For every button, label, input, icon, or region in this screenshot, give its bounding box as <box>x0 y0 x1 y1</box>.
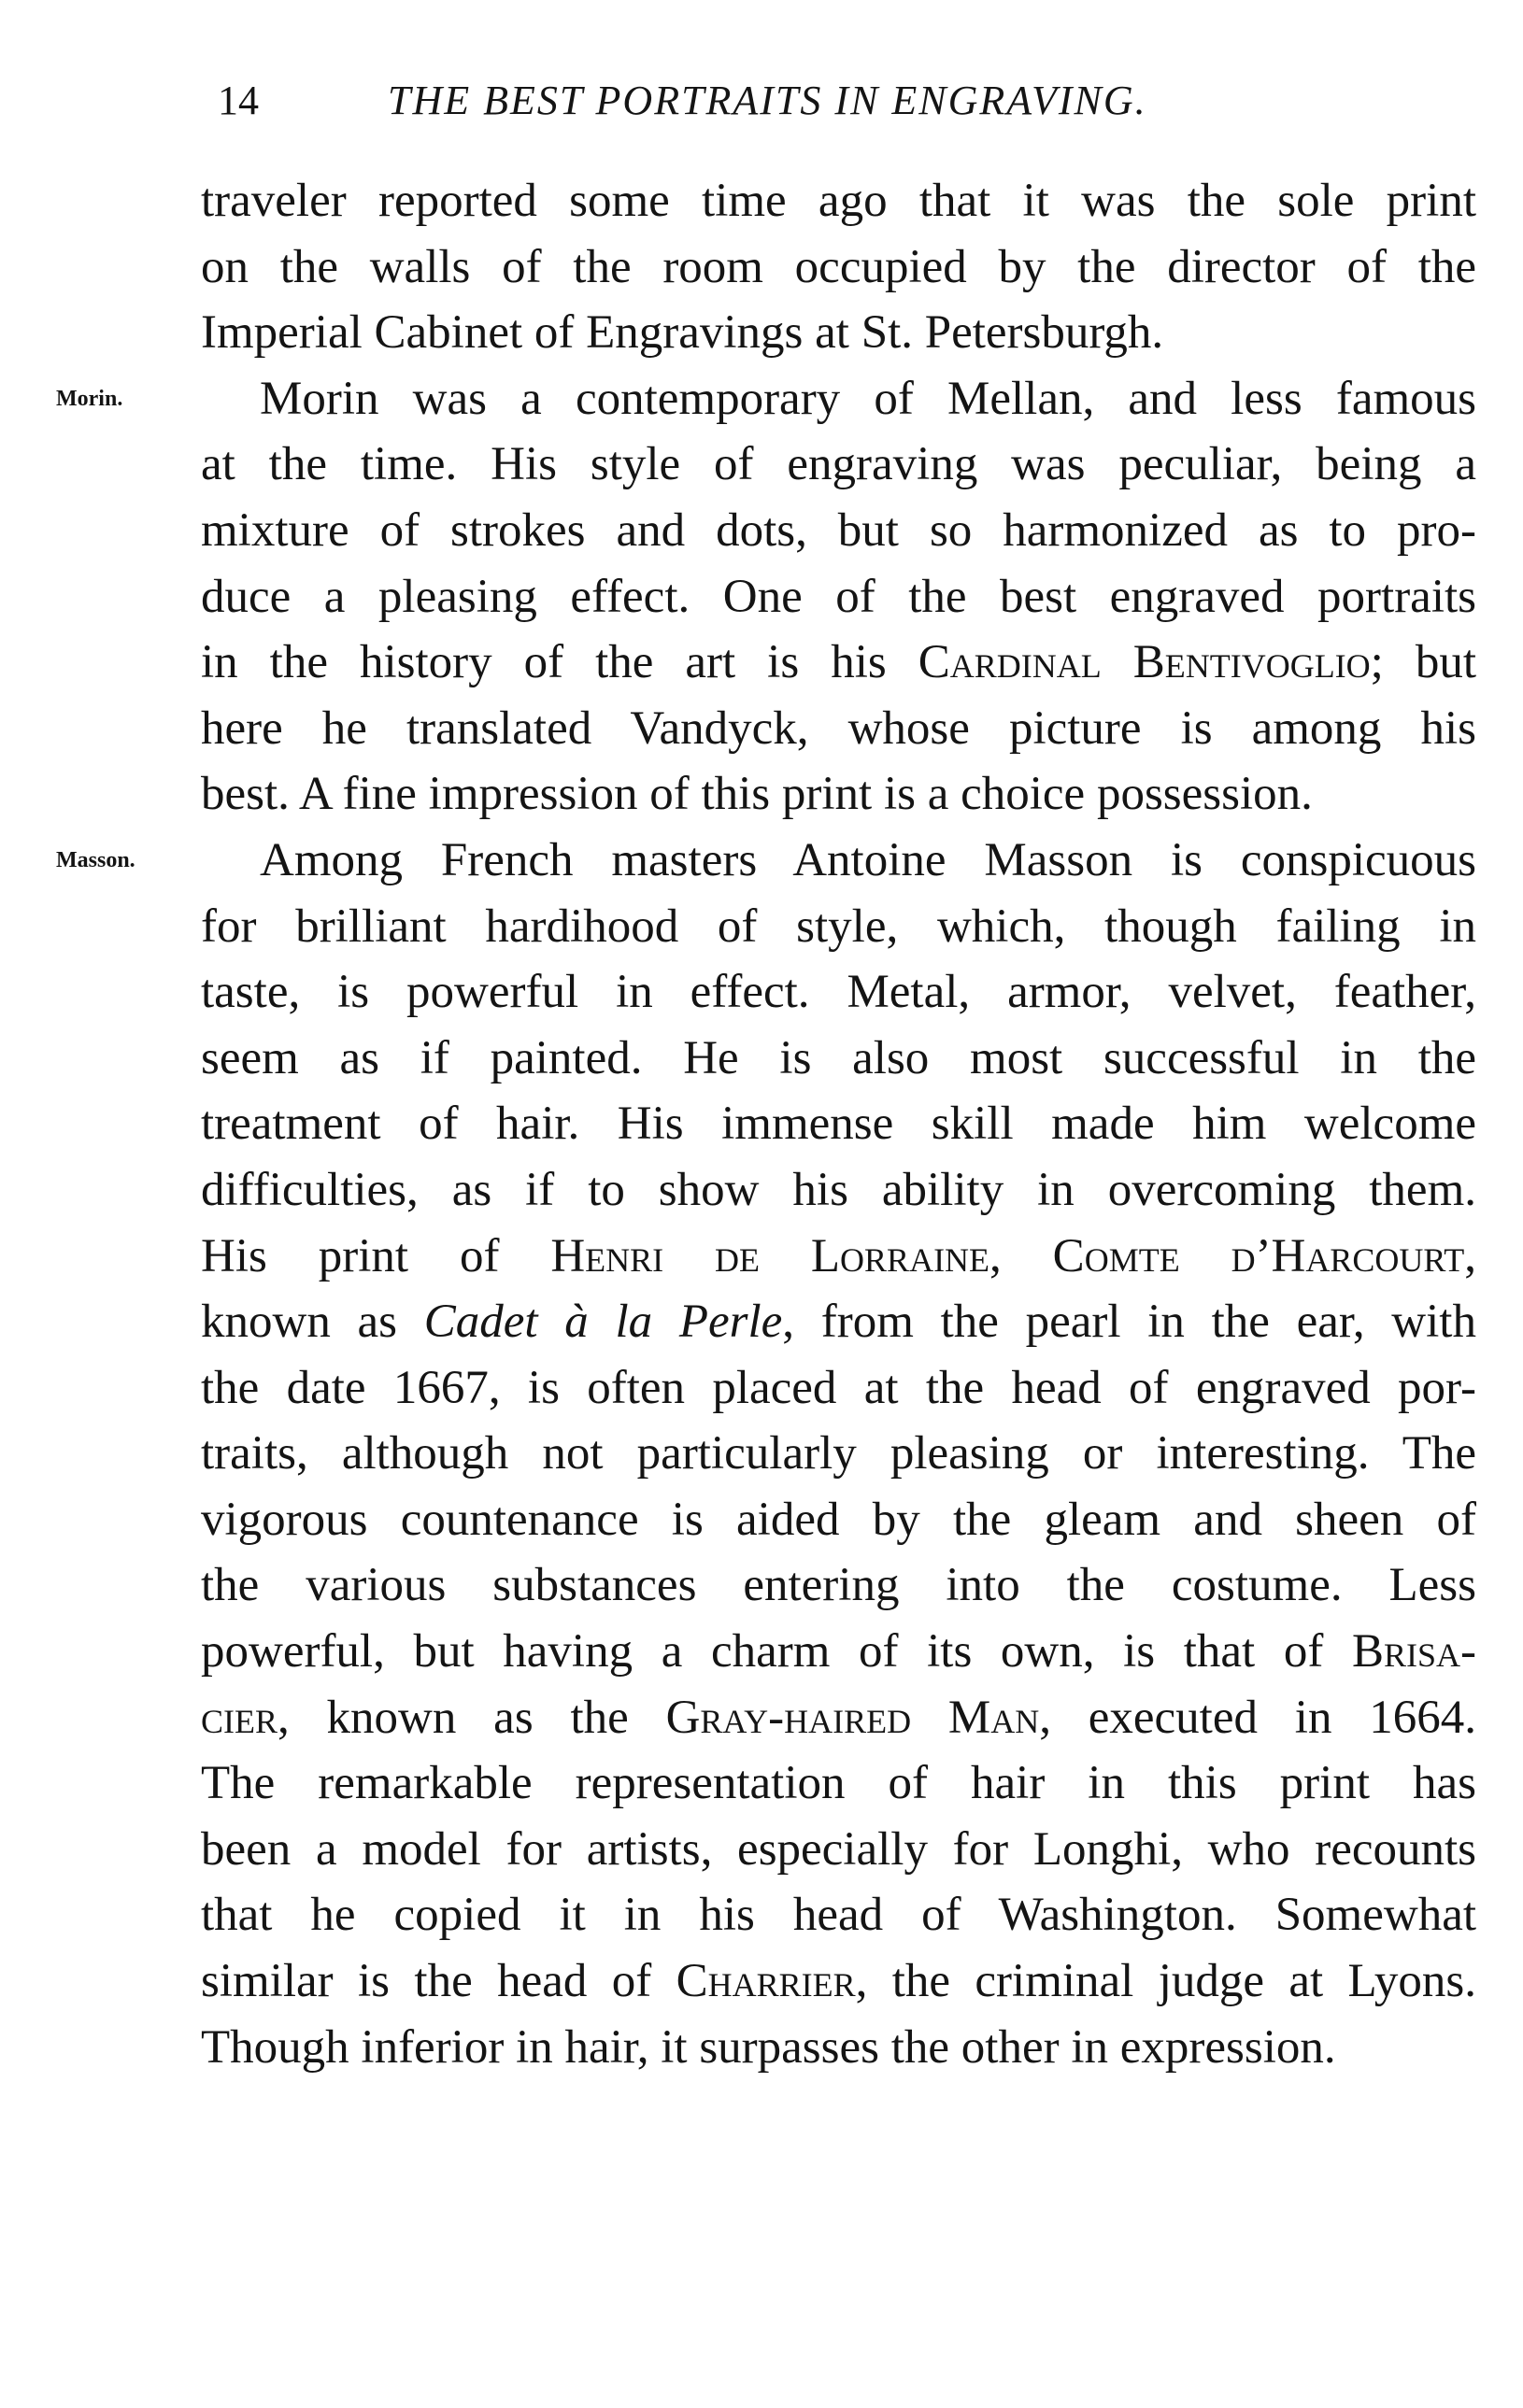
text-line <box>201 1289 1476 1355</box>
text-line: here he translated Vandyck, whose picture is among his <box>201 701 1476 755</box>
text-segment: His print of <box>201 1229 551 1282</box>
text-segment: , executed in 1664. <box>1039 1691 1476 1744</box>
text-line: for brilliant hardihood of style, which, though failing in <box>201 899 1476 953</box>
text-line <box>201 1619 1476 1685</box>
artwork-nickname: Cadet à la Perle <box>423 1296 783 1349</box>
text-line: that he copied it in his head of Washington. Somewhat <box>201 1889 1476 1942</box>
text-line: traits, although not particularly pleasing or interesting. The <box>201 1427 1476 1480</box>
artwork-title: Brisa- <box>1351 1625 1476 1679</box>
margin-note-masson: Masson. <box>56 848 135 872</box>
page-number: 14 <box>218 78 259 123</box>
text-line <box>201 1224 1476 1290</box>
margin-note-morin: Morin. <box>56 387 123 411</box>
page-header <box>201 73 1472 129</box>
text-line: vigorous countenance is aided by the gleam and sheen of <box>201 1493 1476 1546</box>
text-line: duce a pleasing effect. One of the best engraved portraits <box>201 570 1476 623</box>
text-segment: , the criminal judge at Lyons. <box>855 1955 1476 2008</box>
text-line: Morin was a contemporary of Mellan, and less famous <box>260 372 1476 425</box>
text-segment: known as <box>201 1296 424 1349</box>
artwork-title: Henri de Lorraine, Comte d’Harcourt <box>550 1229 1465 1282</box>
text-segment: , <box>1464 1229 1476 1282</box>
text-line <box>201 1685 1476 1751</box>
text-line: been a model for artists, especially for Longhi, who recounts <box>201 1822 1476 1876</box>
text-segment: ; but <box>1370 636 1477 689</box>
artwork-title: Charrier <box>676 1955 856 2008</box>
artwork-title: Cardinal Bentivoglio <box>918 636 1371 689</box>
text-line: Though inferior in hair, it surpasses the other in expression. <box>201 2020 1336 2074</box>
text-line <box>201 630 1476 696</box>
text-line: the date 1667, is often placed at the head of engraved por- <box>201 1361 1476 1414</box>
text-segment: powerful, but having a charm of its own, is that of <box>201 1625 1352 1679</box>
text-line: difficulties, as if to show his ability in overcoming them. <box>201 1163 1476 1216</box>
text-line: at the time. His style of engraving was peculiar, being a <box>201 438 1476 491</box>
text-line: seem as if painted. He is also most successful in the <box>201 1031 1476 1084</box>
artwork-title: cier <box>201 1691 278 1744</box>
text-line: Among French masters Antoine Masson is conspicuous <box>260 833 1476 886</box>
text-segment: , known as the <box>278 1691 666 1744</box>
text-line: mixture of strokes and dots, but so harmonized as to pro- <box>201 503 1476 557</box>
text-line: taste, is powerful in effect. Metal, armor, velvet, feather, <box>201 966 1476 1019</box>
text-segment: similar is the head of <box>201 1955 676 2008</box>
text-segment: , from the pearl in the ear, with <box>782 1296 1476 1349</box>
text-line: treatment of hair. His immense skill made him welcome <box>201 1098 1476 1151</box>
text-line: traveler reported some time ago that it was the sole print <box>201 175 1476 227</box>
text-line: best. A fine impression of this print is a choice possession. <box>201 768 1313 821</box>
body-text <box>201 168 1476 2080</box>
running-title: THE BEST PORTRAITS IN ENGRAVING. <box>388 78 1147 123</box>
text-line <box>201 1948 1476 2015</box>
artwork-title: Gray-haired Man <box>665 1691 1040 1744</box>
text-line: the various substances entering into the costume. Less <box>201 1559 1476 1612</box>
text-line: The remarkable representation of hair in this print has <box>201 1757 1476 1810</box>
text-line: Imperial Cabinet of Engravings at St. Petersburgh. <box>201 306 1164 360</box>
text-line: on the walls of the room occupied by the director of the <box>201 240 1476 293</box>
text-segment: in the history of the art is his <box>201 636 918 689</box>
